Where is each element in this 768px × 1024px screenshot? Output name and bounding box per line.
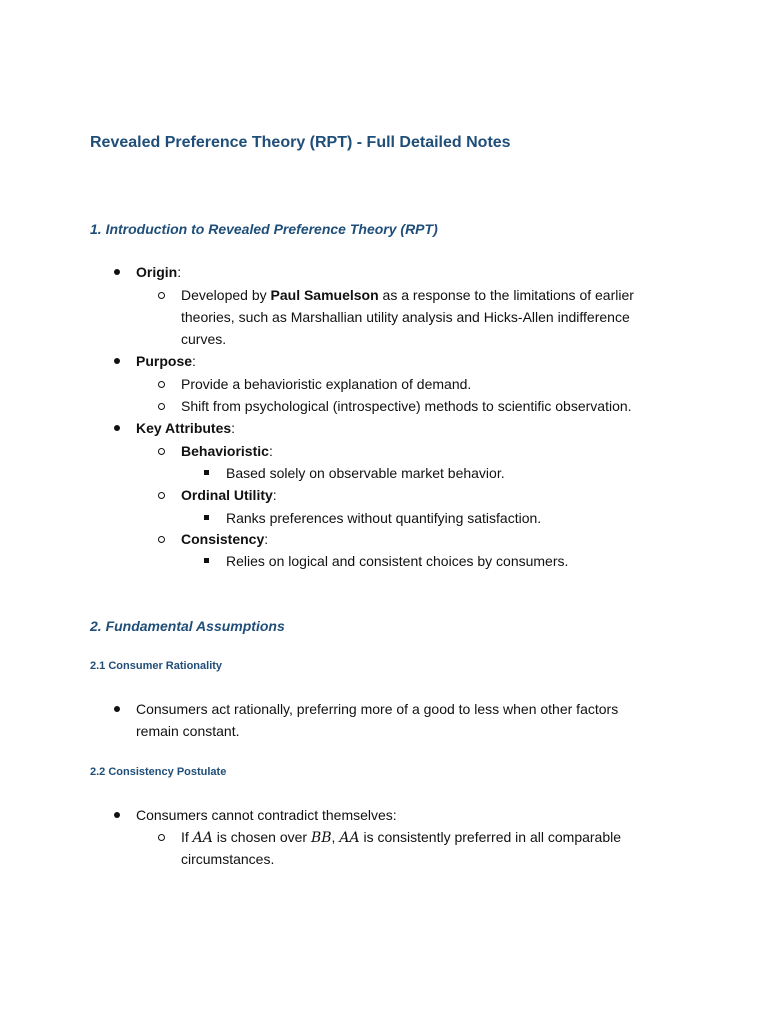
ordinal-utility-text: Ranks preferences without quantifying satisfaction.: [226, 510, 542, 526]
bullet-circle: [158, 492, 165, 499]
consistency-postulate-line-3: circumstances.: [181, 851, 275, 867]
colon: :: [264, 531, 269, 547]
samuelson-name: Paul Samuelson: [270, 287, 379, 303]
consistency-postulate-line-1: Consumers cannot contradict themselves:: [136, 807, 397, 823]
text: If: [181, 829, 193, 845]
bullet-square: [204, 558, 209, 563]
text: is chosen over: [212, 829, 311, 845]
purpose-label: Purpose: [136, 353, 193, 369]
origin-line-3: curves.: [181, 331, 227, 347]
bullet-disc: [114, 812, 120, 818]
text: is consistently preferred in all comparable: [359, 829, 622, 845]
colon: :: [268, 443, 273, 459]
behavioristic-text: Based solely on observable market behavior.: [226, 465, 505, 481]
colon: :: [272, 487, 277, 503]
subsection-2-2-heading: 2.2 Consistency Postulate: [90, 766, 227, 778]
bullet-circle: [158, 834, 165, 841]
bullet-disc: [114, 269, 120, 275]
bullet-disc: [114, 425, 120, 431]
math-var-a: AA: [192, 830, 213, 846]
section-2-heading: 2. Fundamental Assumptions: [90, 618, 285, 634]
colon: :: [192, 353, 196, 369]
text: ,: [331, 829, 340, 845]
purpose-item: [136, 350, 196, 372]
rationality-line-1: Consumers act rationally, preferring more of a good to less when other factors: [136, 701, 619, 717]
bullet-circle: [158, 403, 165, 410]
behavioristic-item: [181, 440, 273, 462]
math-var-b: BB: [310, 830, 332, 846]
subsection-2-1-heading: 2.1 Consumer Rationality: [90, 660, 223, 672]
bullet-disc: [114, 358, 120, 364]
colon: :: [231, 420, 236, 436]
origin-line-2: theories, such as Marshallian utility analysis and Hicks-Allen indifference: [181, 309, 630, 325]
bullet-circle: [158, 292, 165, 299]
bullet-disc: [114, 706, 120, 712]
consistency-item: [181, 528, 268, 550]
origin-line-1: [181, 284, 634, 306]
purpose-line-1: Provide a behavioristic explanation of demand.: [181, 376, 472, 392]
bullet-circle: [158, 448, 165, 455]
purpose-line-2: Shift from psychological (introspective) methods to scientific observation.: [181, 398, 632, 414]
key-attributes-item: [136, 417, 235, 439]
document-title: Revealed Preference Theory (RPT) - Full Detailed Notes: [90, 134, 511, 151]
text: Developed by: [181, 287, 271, 303]
bullet-circle: [158, 536, 165, 543]
section-1-heading: 1. Introduction to Revealed Preference Theory (RPT): [90, 221, 438, 237]
colon: :: [177, 264, 182, 280]
text: as a response to the limitations of earlier: [378, 287, 634, 303]
origin-label: Origin: [136, 264, 178, 280]
bullet-square: [204, 515, 209, 520]
ordinal-utility-item: [181, 484, 277, 506]
behavioristic-label: Behavioristic: [181, 443, 269, 459]
bullet-square: [204, 470, 209, 475]
origin-item: [136, 261, 181, 283]
math-var-a: AA: [339, 830, 360, 846]
key-attributes-label: Key Attributes: [136, 420, 232, 436]
ordinal-utility-label: Ordinal Utility: [181, 487, 273, 503]
consistency-text: Relies on logical and consistent choices by consumers.: [226, 553, 569, 569]
consistency-label: Consistency: [181, 531, 265, 547]
rationality-line-2: remain constant.: [136, 723, 240, 739]
bullet-circle: [158, 381, 165, 388]
consistency-postulate-line-2: [181, 826, 621, 849]
